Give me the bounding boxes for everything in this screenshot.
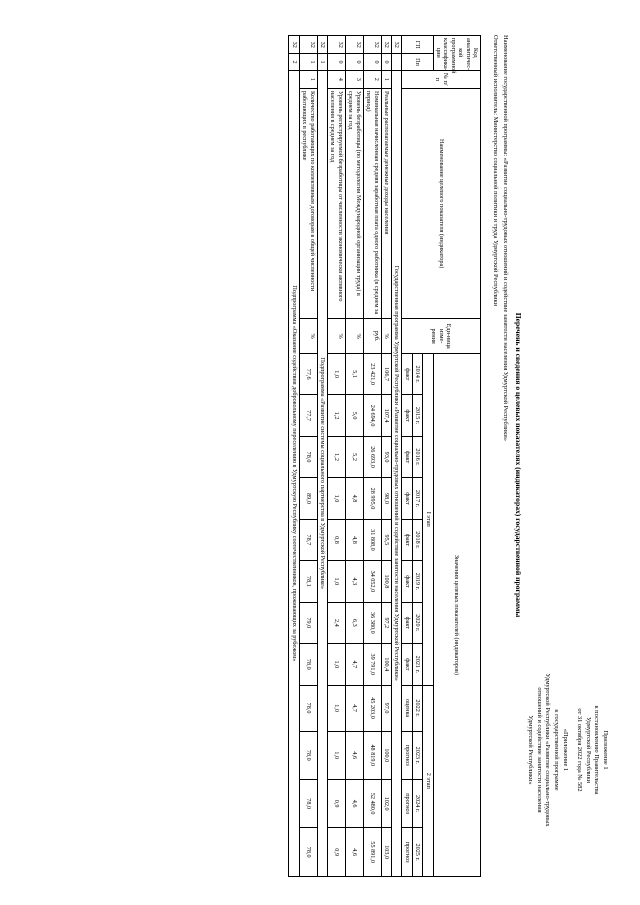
row-indicator-name: Уровень регистрируемой безработицы от численности экономически активного населения в среднем за год xyxy=(328,88,346,318)
appendix-line: «Приложение 1 xyxy=(561,728,569,772)
appendix-line: от 31 октября 2022 года № 582 xyxy=(576,708,584,792)
row-indicator-name: Реальные располагаемые денежные доходы населения xyxy=(381,88,391,318)
table-row xyxy=(299,36,317,877)
row-value: 4,7 xyxy=(345,644,363,685)
row-value: 77,6 xyxy=(299,353,317,394)
row-value: 4,6 xyxy=(345,731,363,779)
rotated-landscape-sheet xyxy=(55,15,615,895)
header-year: 2023 г. xyxy=(412,731,422,779)
appendix-line: Удмуртской Республики» xyxy=(527,715,535,785)
row-value: 0,9 xyxy=(328,828,346,877)
row-value: 100,8 xyxy=(381,561,391,602)
row-unit: руб. xyxy=(363,319,381,354)
header-year: 2014 г. xyxy=(412,353,422,394)
header-value-type: факт xyxy=(402,478,412,519)
header-num: № п/п xyxy=(402,70,481,88)
header-year: 2025 г. xyxy=(412,828,422,877)
row-value: 4,6 xyxy=(345,828,363,877)
row-value: 24 694,0 xyxy=(363,395,381,436)
row-value: 5,1 xyxy=(345,353,363,394)
row-indicator-name: Номинальная начисленная средняя заработная плата одного работника (в среднем за период) xyxy=(363,88,381,318)
table-row xyxy=(381,36,391,877)
header-year: 2019 г. xyxy=(412,561,422,602)
row-value: 106,7 xyxy=(381,353,391,394)
row-value: 28 995,0 xyxy=(363,478,381,519)
header-value-type: факт xyxy=(402,395,412,436)
row-value: 0,9 xyxy=(328,779,346,827)
section-sub2-pp: 2 xyxy=(289,54,299,70)
row-value: 45 203,0 xyxy=(363,685,381,731)
row-value: 23 421,0 xyxy=(363,353,381,394)
row-value: 78,0 xyxy=(299,644,317,685)
header-unit: Еди-ница изме-рения xyxy=(402,319,481,354)
row-pp-code: 0 xyxy=(381,54,391,70)
row-value: 4,8 xyxy=(345,478,363,519)
row-value: 2,4 xyxy=(328,602,346,643)
row-value: 78,7 xyxy=(299,519,317,560)
header-value-type: оценка xyxy=(402,685,412,731)
header-pp: Пп xyxy=(402,54,433,70)
document-title: Перечень и сведения о целевых показателях (индикаторах) государственной программы xyxy=(514,312,523,618)
row-value: 93,0 xyxy=(381,436,391,477)
row-value: 26 693,0 xyxy=(363,436,381,477)
row-value: 102,0 xyxy=(381,779,391,827)
row-value: 1,2 xyxy=(328,395,346,436)
row-value: 98,0 xyxy=(381,478,391,519)
header-name: Наименование целевого показателя (индикатора) xyxy=(402,88,481,318)
row-value: 89,0 xyxy=(299,478,317,519)
row-value: 1,0 xyxy=(328,731,346,779)
row-value: 5,2 xyxy=(345,436,363,477)
header-value-type: прогноз xyxy=(402,779,412,827)
row-value: 103,0 xyxy=(381,828,391,877)
row-value: 4,8 xyxy=(345,519,363,560)
row-value: 1,0 xyxy=(328,353,346,394)
row-value: 77,7 xyxy=(299,395,317,436)
program-name: Наименование государственной программы: «Развитие социально-трудовых отношений и содействие занятости населения Удмуртской Республики» xyxy=(502,35,509,441)
row-value: 6,3 xyxy=(345,602,363,643)
header-year: 2018 г. xyxy=(412,519,422,560)
header-stage2: 2 этап xyxy=(423,685,433,876)
row-value: 1,0 xyxy=(328,561,346,602)
header-year: 2021 г. xyxy=(412,644,422,685)
row-number: 1 xyxy=(381,70,391,88)
header-value-type: факт xyxy=(402,353,412,394)
row-value: 100,0 xyxy=(381,731,391,779)
row-indicator-name: Уровень безработицы (по методологии Международной организации труда) в среднем за год xyxy=(345,88,363,318)
row-number: 4 xyxy=(328,70,346,88)
row-unit: % xyxy=(299,319,317,354)
row-value: 1,0 xyxy=(328,478,346,519)
row-value: 78,0 xyxy=(299,436,317,477)
row-pp-code: 1 xyxy=(299,54,317,70)
row-number: 1 xyxy=(299,70,317,88)
row-gp-code: 32 xyxy=(381,36,391,54)
header-values: Значения целевых показателей (индикаторов) xyxy=(433,353,480,876)
row-value: 48 819,0 xyxy=(363,731,381,779)
row-value: 107,4 xyxy=(381,395,391,436)
row-gp-code: 32 xyxy=(328,36,346,54)
section-sub1-gp: 32 xyxy=(317,36,327,54)
row-gp-code: 32 xyxy=(299,36,317,54)
appendix-line: отношений и содействие занятости населения xyxy=(535,687,543,813)
row-value: 97,0 xyxy=(381,685,391,731)
row-pp-code: 0 xyxy=(363,54,381,70)
row-value: 5,0 xyxy=(345,395,363,436)
appendix-line: Удмуртской Республики xyxy=(584,717,592,783)
row-number: 2 xyxy=(363,70,381,88)
row-gp-code: 32 xyxy=(345,36,363,54)
appendix-line: Приложение 1 xyxy=(602,730,609,770)
appendix-line: к государственной программе xyxy=(553,709,561,791)
row-value: 78,0 xyxy=(299,779,317,827)
row-value: 4,6 xyxy=(345,779,363,827)
row-value: 36 380,0 xyxy=(363,602,381,643)
appendix-block xyxy=(520,615,609,885)
section-gp-title: Государственная программа Удмуртской Республики «Развитие социально-трудовых отношений и содействие занятости населения Удмуртской Республики» xyxy=(391,70,401,876)
section-sub2-gp: 32 xyxy=(289,36,299,54)
row-value: 1,2 xyxy=(328,436,346,477)
header-value-type: факт xyxy=(402,436,412,477)
section-sub1-title: Подпрограмма «Развитие системы социального партнерства в Удмуртской Республике» xyxy=(317,70,327,876)
header-year: 2022 г. xyxy=(412,685,422,731)
header-year: 2024 г. xyxy=(412,779,422,827)
header-year: 2017 г. xyxy=(412,478,422,519)
header-value-type: факт xyxy=(402,602,412,643)
row-value: 78,0 xyxy=(299,685,317,731)
row-value: 78,0 xyxy=(299,828,317,877)
appendix-line: Удмуртской Республики «Развитие социально-трудовых xyxy=(544,673,552,827)
table-row xyxy=(363,36,381,877)
row-value: 4,7 xyxy=(345,685,363,731)
row-value: 78,0 xyxy=(299,731,317,779)
header-stage1: I этап xyxy=(423,353,433,685)
row-pp-code: 0 xyxy=(328,54,346,70)
table-row xyxy=(328,36,346,877)
section-gp-code: 32 xyxy=(391,36,401,54)
header-value-type: прогноз xyxy=(402,731,412,779)
row-value: 4,3 xyxy=(345,561,363,602)
row-value: 97,2 xyxy=(381,602,391,643)
header-year: 2015 г. xyxy=(412,395,422,436)
row-pp-code: 0 xyxy=(345,54,363,70)
row-unit: % xyxy=(328,319,346,354)
row-unit: % xyxy=(381,319,391,354)
row-value: 1,0 xyxy=(328,644,346,685)
row-value: 95,5 xyxy=(381,519,391,560)
header-gp: ГП xyxy=(402,36,433,54)
header-code: Код аналитичес-кой программной классифика-ции xyxy=(433,36,480,71)
row-number: 3 xyxy=(345,70,363,88)
row-indicator-name: Количество работающих по коллективным договорам в общей численности работающих в республике xyxy=(299,88,317,318)
header-value-type: факт xyxy=(402,561,412,602)
row-value: 39 791,0 xyxy=(363,644,381,685)
section-sub2-title: Подпрограмма «Оказание содействия добровольному переселению в Удмуртскую Республику соотечественников, проживающих за рубежом» xyxy=(289,70,299,876)
header-year: 2016 г. xyxy=(412,436,422,477)
row-value: 31 808,0 xyxy=(363,519,381,560)
row-value: 0,8 xyxy=(328,519,346,560)
indicators-table xyxy=(288,35,481,877)
row-gp-code: 32 xyxy=(363,36,381,54)
responsible-executor: Ответственный исполнитель: Министерство социальной политики и труда Удмуртской Республики xyxy=(492,35,499,307)
row-value: 34 052,0 xyxy=(363,561,381,602)
header-value-type: факт xyxy=(402,644,412,685)
row-value: 1,0 xyxy=(328,685,346,731)
header-value-type: прогноз xyxy=(402,828,412,877)
row-value: 52 480,0 xyxy=(363,779,381,827)
row-value: 79,0 xyxy=(299,602,317,643)
row-value: 100,4 xyxy=(381,644,391,685)
header-year: 2020 г. xyxy=(412,602,422,643)
section-sub1-pp: 1 xyxy=(317,54,327,70)
header-value-type: факт xyxy=(402,519,412,560)
row-value: 55 891,0 xyxy=(363,828,381,877)
appendix-line: к постановлению Правительства xyxy=(593,705,601,795)
row-value: 78,1 xyxy=(299,561,317,602)
row-unit: % xyxy=(345,319,363,354)
table-row xyxy=(345,36,363,877)
